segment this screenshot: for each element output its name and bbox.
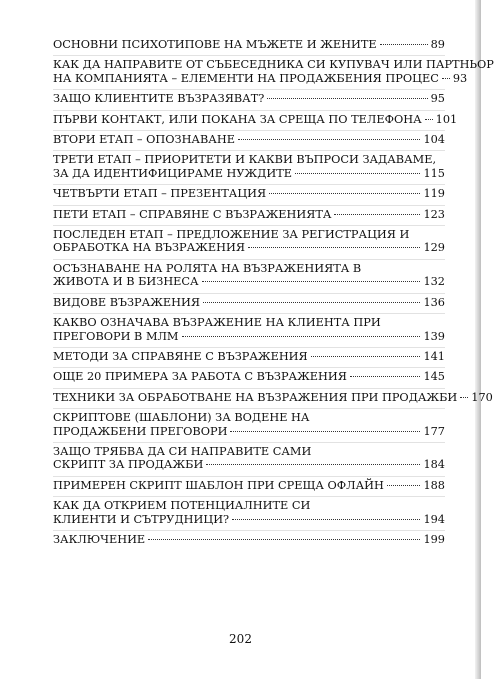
toc-page-number: 115 <box>423 166 445 180</box>
toc-entry-line <box>53 425 445 438</box>
toc-entry <box>53 36 445 56</box>
table-of-contents <box>53 36 494 550</box>
toc-entry-title: ОЩЕ 20 ПРИМЕРА ЗА РАБОТА С ВЪЗРАЖЕНИЯ <box>53 370 347 384</box>
toc-entry-title: ВИДОВЕ ВЪЗРАЖЕНИЯ <box>53 295 200 309</box>
toc-entry-title: ЗАЩО ТРЯБВА ДА СИ НАПРАВИТЕ САМИ <box>53 444 312 458</box>
toc-entry-line <box>53 316 445 329</box>
toc-dot-leader <box>206 464 420 465</box>
toc-entry-line <box>53 112 458 126</box>
toc-entry <box>53 56 494 90</box>
toc-dot-leader <box>232 519 420 520</box>
toc-dot-leader <box>202 281 421 282</box>
toc-entry-line <box>53 187 445 200</box>
toc-page-number: 101 <box>435 112 458 126</box>
toc-entry <box>53 226 445 260</box>
toc-entry-line <box>53 330 445 343</box>
toc-entry-title: СКРИПТОВЕ (ШАБЛОНИ) ЗА ВОДЕНЕ НА <box>53 411 310 425</box>
toc-page-number: 104 <box>423 133 445 147</box>
toc-entry-title: СКРИПТ ЗА ПРОДАЖБИ <box>53 458 204 472</box>
toc-page-number: 194 <box>423 512 445 526</box>
toc-dot-leader <box>442 78 450 79</box>
toc-entry-line <box>53 411 445 424</box>
toc-entry-line <box>53 208 445 221</box>
toc-entry-line <box>53 58 494 72</box>
toc-entry <box>53 260 445 294</box>
toc-entry-line <box>53 241 445 254</box>
toc-entry-line <box>53 275 445 288</box>
toc-entry-title: ТРЕТИ ЕТАП – ПРИОРИТЕТИ И КАКВИ ВЪПРОСИ ЗАДАВАМЕ, <box>53 153 437 167</box>
toc-dot-leader <box>182 336 421 337</box>
toc-entry-title: КАКВО ОЗНАЧАВА ВЪЗРАЖЕНИЕ НА КЛИЕНТА ПРИ <box>53 316 381 330</box>
toc-dot-leader <box>311 356 421 357</box>
toc-entry-title: КАК ДА ОТКРИЕМ ПОТЕНЦИАЛНИТЕ СИ <box>53 499 311 513</box>
toc-entry-title: ПОСЛЕДЕН ЕТАП – ПРЕДЛОЖЕНИЕ ЗА РЕГИСТРАЦИЯ И <box>53 228 410 242</box>
toc-entry <box>53 131 445 151</box>
toc-entry-line <box>53 228 445 241</box>
toc-entry <box>53 314 445 348</box>
toc-entry-title: ПРОДАЖБЕНИ ПРЕГОВОРИ <box>53 424 228 438</box>
toc-entry-line <box>53 167 445 180</box>
toc-entry-title: ВТОРИ ЕТАП – ОПОЗНАВАНЕ <box>53 133 235 147</box>
toc-entry <box>53 443 445 477</box>
toc-entry <box>53 206 445 226</box>
toc-entry-title: ЗАКЛЮЧЕНИЕ <box>53 532 146 546</box>
toc-page-number: 123 <box>423 207 445 221</box>
toc-entry-line <box>53 390 493 404</box>
toc-entry <box>53 90 445 110</box>
toc-entry-title: ПРЕГОВОРИ В МЛМ <box>53 329 179 343</box>
toc-entry-line <box>53 133 445 146</box>
toc-entry <box>53 389 493 409</box>
toc-page-number: 136 <box>423 295 445 309</box>
toc-entry <box>53 151 445 185</box>
toc-dot-leader <box>230 431 420 432</box>
toc-dot-leader <box>269 193 420 194</box>
toc-entry <box>53 368 445 388</box>
toc-entry-line <box>53 38 445 51</box>
toc-dot-leader <box>248 247 420 248</box>
toc-page-number: 184 <box>423 458 445 472</box>
toc-entry <box>53 531 445 550</box>
toc-entry-title: ПЪРВИ КОНТАКТ, ИЛИ ПОКАНА ЗА СРЕЩА ПО ТЕЛЕФОНА <box>53 112 422 126</box>
toc-entry-title: ЧЕТВЪРТИ ЕТАП – ПРЕЗЕНТАЦИЯ <box>53 187 267 201</box>
toc-dot-leader <box>203 302 420 303</box>
toc-entry-title: ОСНОВНИ ПСИХОТИПОВЕ НА МЪЖЕТЕ И ЖЕНИТЕ <box>53 38 377 51</box>
toc-entry-line <box>53 92 445 105</box>
toc-page-number: 199 <box>423 532 445 546</box>
toc-dot-leader <box>350 376 421 377</box>
toc-entry <box>53 185 445 205</box>
toc-dot-leader <box>334 214 420 215</box>
toc-entry-line <box>53 479 445 492</box>
toc-entry <box>53 477 445 497</box>
toc-entry <box>53 111 458 131</box>
toc-entry-title: ТЕХНИКИ ЗА ОБРАБОТВАНЕ НА ВЪЗРАЖЕНИЯ ПРИ ПРОДАЖБИ <box>53 390 458 404</box>
toc-entry-line <box>53 458 445 471</box>
toc-entry-line <box>53 445 445 458</box>
toc-dot-leader <box>295 173 420 174</box>
toc-dot-leader <box>380 44 428 45</box>
toc-dot-leader <box>387 485 421 486</box>
toc-dot-leader <box>238 139 421 140</box>
toc-entry-title: ПРИМЕРЕН СКРИПТ ШАБЛОН ПРИ СРЕЩА ОФЛАЙН <box>53 478 384 492</box>
toc-entry-line <box>53 370 445 383</box>
page-number: 202 <box>229 632 252 646</box>
toc-entry <box>53 409 445 443</box>
toc-entry-line <box>53 350 445 363</box>
toc-entry-title: НА КОМПАНИЯТА – ЕЛЕМЕНТИ НА ПРОДАЖБЕНИЯ ПРОЦЕС <box>53 71 439 85</box>
toc-entry-line <box>53 262 445 275</box>
toc-page-number: 188 <box>423 478 445 492</box>
toc-entry-line <box>53 533 445 546</box>
toc-entry-line <box>53 153 445 166</box>
toc-entry <box>53 294 445 314</box>
toc-entry-title: ЗАЩО КЛИЕНТИТЕ ВЪЗРАЗЯВАТ? <box>53 92 265 106</box>
toc-entry-line <box>53 499 445 512</box>
toc-page-number: 129 <box>423 241 445 255</box>
toc-entry-line <box>53 71 468 85</box>
toc-entry-line <box>53 296 445 309</box>
toc-entry-title: МЕТОДИ ЗА СПРАВЯНЕ С ВЪЗРАЖЕНИЯ <box>53 349 308 363</box>
toc-entry-title: КАК ДА НАПРАВИТЕ ОТ СЪБЕСЕДНИКА СИ КУПУВАЧ ИЛИ ПАРТНЬОР <box>53 58 494 72</box>
toc-entry-title: ЖИВОТА И В БИЗНЕСА <box>53 275 199 289</box>
toc-entry-title: ОСЪЗНАВАНЕ НА РОЛЯТА НА ВЪЗРАЖЕНИЯТА В <box>53 261 362 275</box>
toc-page-number: 170 <box>471 390 493 404</box>
toc-dot-leader <box>460 397 468 398</box>
toc-page-number: 145 <box>423 370 445 384</box>
toc-entry-title: КЛИЕНТИ И СЪТРУДНИЦИ? <box>53 512 230 526</box>
toc-dot-leader <box>267 98 427 99</box>
toc-entry-title: ОБРАБОТКА НА ВЪЗРАЖЕНИЯ <box>53 241 245 255</box>
toc-page-number: 132 <box>423 275 445 289</box>
toc-dot-leader <box>148 539 420 540</box>
toc-entry-line <box>53 513 445 526</box>
toc-entry-title: ЗА ДА ИДЕНТИФИЦИРАМЕ НУЖДИТЕ <box>53 166 293 180</box>
toc-entry <box>53 348 445 368</box>
toc-page-number: 93 <box>452 71 468 85</box>
page-edge-shadow <box>475 0 481 679</box>
toc-page-number: 119 <box>423 187 445 201</box>
toc-entry-title: ПЕТИ ЕТАП – СПРАВЯНЕ С ВЪЗРАЖЕНИЯТА <box>53 207 332 221</box>
toc-dot-leader <box>425 119 433 120</box>
toc-page-number: 95 <box>430 92 445 106</box>
toc-page-number: 139 <box>423 329 445 343</box>
toc-page-number: 89 <box>430 38 445 51</box>
toc-entry <box>53 497 445 531</box>
toc-page-number: 177 <box>423 424 445 438</box>
toc-page-number: 141 <box>423 349 445 363</box>
